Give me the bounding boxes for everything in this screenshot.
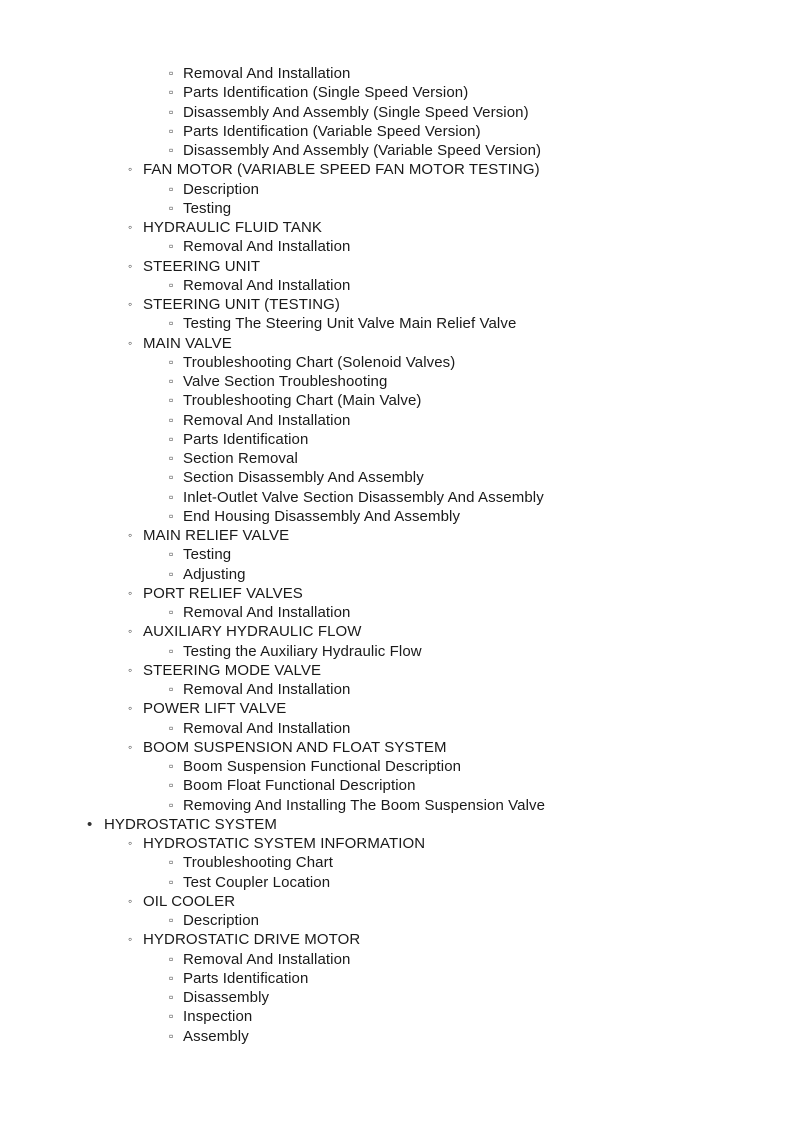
toc-entry (0, 950, 794, 969)
toc-entry-label: HYDROSTATIC SYSTEM (104, 815, 277, 833)
toc-entry (0, 680, 794, 699)
toc-entry (0, 488, 794, 507)
toc-entry-label: HYDRAULIC FLUID TANK (143, 219, 322, 236)
toc-entry-label: FAN MOTOR (VARIABLE SPEED FAN MOTOR TESTING) (143, 161, 540, 179)
bullet-icon: ◦ (128, 836, 133, 850)
bullet-icon: ▫ (169, 855, 174, 870)
bullet-icon: ▫ (169, 85, 174, 100)
toc-entry-label: Parts Identification (183, 430, 309, 448)
toc-entry (0, 199, 794, 218)
bullet-icon: ▫ (169, 374, 174, 388)
bullet-icon: ◦ (128, 662, 133, 677)
bullet-icon: ▫ (169, 470, 174, 485)
bullet-icon: ▫ (169, 643, 174, 658)
bullet-icon: ◦ (128, 585, 133, 600)
toc-entry (0, 911, 794, 930)
toc-subsection (0, 584, 794, 603)
toc-entry-label: Section Removal (183, 450, 298, 467)
bullet-icon: ▫ (169, 759, 174, 773)
toc-entry-label: Boom Suspension Functional Description (183, 758, 462, 775)
toc-entry-label: Parts Identification (183, 969, 309, 987)
toc-subsection (0, 160, 794, 179)
bullet-icon: ▫ (169, 66, 174, 80)
toc-entry (0, 180, 794, 199)
bullet-icon: ▫ (169, 566, 174, 581)
toc-entry-label: AUXILIARY HYDRAULIC FLOW (143, 623, 362, 641)
toc-entry (0, 642, 794, 661)
toc-entry-label: Parts Identification (Single Speed Version) (183, 84, 469, 102)
toc-entry-label: Removal And Installation (183, 719, 351, 737)
bullet-icon: ▫ (169, 508, 174, 523)
toc-entry (0, 237, 794, 256)
bullet-icon: ◦ (128, 624, 133, 639)
bullet-icon: ▫ (169, 200, 174, 215)
bullet-icon: ▫ (169, 181, 174, 196)
toc-entry-label: Removal And Installation (183, 276, 351, 294)
toc-entry-label: PORT RELIEF VALVES (143, 584, 303, 602)
toc-subsection (0, 334, 794, 353)
toc-entry-label: Removal And Installation (183, 411, 351, 429)
bullet-icon: ◦ (128, 297, 133, 311)
toc-entry (0, 565, 794, 584)
toc-entry (0, 103, 794, 122)
toc-entry (0, 776, 794, 795)
toc-entry (0, 873, 794, 892)
toc-entry-label: Disassembly And Assembly (Variable Speed Version) (183, 142, 542, 159)
toc-entry (0, 853, 794, 872)
bullet-icon: ▫ (169, 316, 174, 331)
bullet-icon: ◦ (128, 258, 133, 273)
bullet-icon: ▫ (169, 874, 174, 889)
bullet-icon: ▫ (169, 682, 174, 696)
toc-entry-label: Removal And Installation (183, 604, 351, 621)
bullet-icon: ◦ (128, 528, 133, 542)
toc-entry-label: Section Disassembly And Assembly (183, 469, 424, 487)
bullet-icon: ▫ (169, 123, 174, 138)
bullet-icon: ◦ (128, 739, 133, 754)
bullet-icon: ◦ (128, 162, 133, 177)
toc-entry (0, 64, 794, 83)
toc-entry (0, 719, 794, 738)
toc-entry-label: Removing And Installing The Boom Suspension Valve (183, 796, 546, 814)
toc-subsection (0, 699, 794, 718)
bullet-icon: ▫ (169, 720, 174, 735)
toc-entry (0, 545, 794, 564)
toc-entry-label: STEERING UNIT (TESTING) (143, 296, 341, 313)
bullet-icon: ▫ (169, 393, 174, 408)
bullet-icon: ▫ (169, 970, 174, 985)
bullet-icon: ▫ (169, 547, 174, 562)
toc-entry-label: Disassembly (183, 989, 270, 1006)
toc-entry-label: Testing The Steering Unit Valve Main Relief Valve (183, 315, 517, 333)
toc-entry (0, 1007, 794, 1026)
toc-entry (0, 141, 794, 160)
toc-subsection (0, 257, 794, 276)
bullet-icon: ▫ (169, 1009, 174, 1024)
toc-entry-label: Removal And Installation (183, 65, 351, 82)
bullet-icon: ◦ (128, 893, 133, 908)
bullet-icon: ▫ (169, 354, 174, 369)
toc-entry-label: Description (183, 180, 260, 198)
toc-entry-label: Inlet-Outlet Valve Section Disassembly And Assembly (183, 488, 544, 506)
toc-entry-label: Testing the Auxiliary Hydraulic Flow (183, 642, 422, 660)
toc-entry (0, 796, 794, 815)
toc-subsection (0, 218, 794, 237)
toc-entry-label: Disassembly And Assembly (Single Speed Version) (183, 103, 529, 121)
toc-entry (0, 372, 794, 391)
toc-entry-label: Inspection (183, 1008, 253, 1026)
toc-entry (0, 276, 794, 295)
bullet-icon: ◦ (128, 220, 133, 234)
toc-entry-label: Parts Identification (Variable Speed Version) (183, 122, 481, 140)
bullet-icon: ▫ (169, 797, 174, 812)
toc-entry-label: Troubleshooting Chart (Solenoid Valves) (183, 353, 456, 371)
toc-entry (0, 391, 794, 410)
toc-subsection (0, 661, 794, 680)
table-of-contents (0, 64, 794, 1046)
toc-entry-label: Adjusting (183, 565, 246, 583)
toc-entry (0, 314, 794, 333)
toc-entry-label: Assembly (183, 1027, 249, 1045)
toc-subsection (0, 738, 794, 757)
toc-entry-label: Testing (183, 199, 232, 217)
toc-entry-label: Testing (183, 546, 232, 564)
bullet-icon: ▫ (169, 489, 174, 504)
bullet-icon: ◦ (128, 701, 133, 716)
toc-entry-label: STEERING UNIT (143, 257, 261, 275)
bullet-icon: ▫ (169, 412, 174, 427)
bullet-icon: ▫ (169, 143, 174, 157)
toc-entry (0, 468, 794, 487)
toc-entry-label: POWER LIFT VALVE (143, 700, 287, 718)
toc-subsection (0, 526, 794, 545)
toc-entry (0, 1027, 794, 1046)
toc-entry-label: MAIN VALVE (143, 334, 232, 352)
bullet-icon: ▫ (169, 104, 174, 119)
toc-entry (0, 122, 794, 141)
toc-entry-label: HYDROSTATIC SYSTEM INFORMATION (143, 835, 426, 852)
toc-entry-label: Test Coupler Location (183, 873, 331, 891)
toc-subsection (0, 930, 794, 949)
bullet-icon: • (87, 815, 93, 833)
bullet-icon: ▫ (169, 951, 174, 966)
toc-entry-label: MAIN RELIEF VALVE (143, 527, 290, 544)
toc-entry (0, 988, 794, 1007)
bullet-icon: ▫ (169, 239, 174, 254)
bullet-icon: ◦ (128, 335, 133, 350)
bullet-icon: ▫ (169, 1028, 174, 1043)
toc-entry (0, 969, 794, 988)
toc-entry (0, 430, 794, 449)
bullet-icon: ▫ (169, 431, 174, 446)
toc-entry-label: STEERING MODE VALVE (143, 661, 322, 679)
toc-entry (0, 507, 794, 526)
toc-entry (0, 757, 794, 776)
toc-entry-label: Removal And Installation (183, 238, 351, 256)
toc-entry-label: Troubleshooting Chart (183, 854, 333, 872)
toc-entry (0, 83, 794, 102)
bullet-icon: ◦ (128, 932, 133, 947)
toc-subsection (0, 295, 794, 314)
toc-entry-label: OIL COOLER (143, 892, 236, 910)
bullet-icon: ▫ (169, 605, 174, 619)
toc-entry-label: Removal And Installation (183, 681, 351, 698)
toc-subsection (0, 622, 794, 641)
toc-subsection (0, 834, 794, 853)
bullet-icon: ▫ (169, 913, 174, 927)
toc-entry-label: End Housing Disassembly And Assembly (183, 507, 461, 525)
toc-subsection (0, 892, 794, 911)
toc-entry (0, 449, 794, 468)
bullet-icon: ▫ (169, 277, 174, 292)
bullet-icon: ▫ (169, 990, 174, 1004)
bullet-icon: ▫ (169, 451, 174, 465)
toc-entry (0, 603, 794, 622)
bullet-icon: ▫ (169, 778, 174, 793)
toc-entry-label: Valve Section Troubleshooting (183, 373, 388, 390)
toc-entry (0, 411, 794, 430)
toc-entry-label: Description (183, 912, 260, 929)
toc-entry-label: Troubleshooting Chart (Main Valve) (183, 392, 422, 410)
toc-entry (0, 353, 794, 372)
toc-entry-label: BOOM SUSPENSION AND FLOAT SYSTEM (143, 738, 447, 756)
toc-entry-label: HYDROSTATIC DRIVE MOTOR (143, 931, 361, 949)
toc-entry-label: Removal And Installation (183, 950, 351, 968)
toc-entry-label: Boom Float Functional Description (183, 777, 416, 795)
toc-section (0, 815, 794, 834)
